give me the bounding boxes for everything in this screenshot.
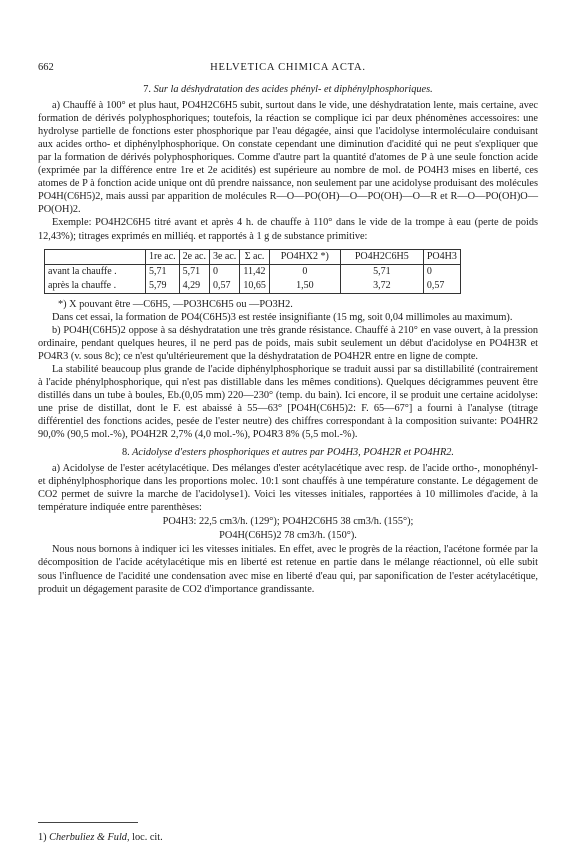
- col-header: 3e ac.: [209, 249, 239, 264]
- footnote-ref: loc. cit.: [132, 832, 163, 843]
- rate-formula: PO4H3: 22,5 cm3/h. (129°); PO4H2C6H5 38 cm3/h. (155°);: [162, 516, 414, 528]
- paragraph-7a: a) Chauffé à 100° et plus haut, PO4H2C6H5 subit, surtout dans le vide, une déshydratation lente, mais certaine, avec formation de dérivés polyphosphoriques; toutefois, la réaction se complique ici par deux phénomènes accessoires: une hydrolyse partielle de fonctions ester phosphorique par l'eau dégagée, ainsi que l'acidolyse intermoléculaire conduisant aux acides ortho- et diphénylphosphorique. On constate cependant une diminution d'acidité qui ne peut s'expliquer que par la formation de dérivés polyphosphoriques. Comme d'autre part la quantité d'atomes de P à une seule fonction acide (exprimée par la différence entre 1re et 2e acidités) est supérieure au nombre de mol. de PO4H3 mises en liberté, ces atomes de P à fonction acide unique ont dû prendre naissance, non seulement par une acidolyse produisant des molécules PO4H(C6H5)2, mais aussi par apparition de molécules R—O—PO(OH)—O—PO(OH)—O—R et R—O—PO(OH)O—PO(OH)2.: [38, 100, 538, 216]
- footnote-rule: [38, 822, 138, 823]
- table-row: avant la chauffe . 5,71 5,71 0 11,42 0 5,71 0: [45, 264, 461, 279]
- running-header: [38, 62, 538, 76]
- paragraph-7b: b) PO4H(C6H5)2 oppose à sa déshydratation une très grande résistance. Chauffé à 210° en vase ouvert, à la pression ordinaire, pendant quelques heures, il ne perd pas de poids, mais subit seulement un début d'acidolyse en PO4H3R et PO4R3 (v. sous 8c); ce n'est qu'ultérieurement que la déshydratation de PO4H2R entre en ligne de compte.: [38, 324, 538, 362]
- main-text: [38, 80, 538, 596]
- col-header: 1re ac.: [146, 249, 180, 264]
- section-7-heading: 7. Sur la déshydratation des acides phényl- et diphénylphosphoriques.: [143, 84, 433, 95]
- col-header: PO4H3: [426, 250, 457, 262]
- rate-formula: PO4H(C6H5)2 78 cm3/h. (150°).: [219, 530, 357, 542]
- paragraph-8a: a) Acidolyse de l'ester acétylacétique. Des mélanges d'ester acétylacétique avec resp. de l'acide ortho-, monophényl- et diphénylphosphorique dans les proportions molec. 10:1 sont chauffés à une température constante. Le dégagement de CO2 permet de suivre la marche de l'acidolyse1). Voici les vitesses initiales, rapportées à 10 millimoles d'acide, à la température indiquée entre parenthèses:: [38, 463, 538, 514]
- journal-title: HELVETICA CHIMICA ACTA.: [210, 62, 366, 73]
- footnote-authors: Cherbuliez & Fuld,: [49, 832, 130, 843]
- table-row: après la chauffe . 5,79 4,29 0,57 10,65 1,50 3,72 0,57: [45, 279, 461, 294]
- col-header: PO4H2C6H5: [340, 249, 423, 264]
- page-number: 662: [38, 62, 54, 73]
- footnote: [38, 832, 163, 843]
- table-footnote: *) X pouvant être —C6H5, —PO3HC6H5 ou —PO3H2.: [58, 298, 293, 310]
- paragraph-nous: Nous nous bornons à indiquer ici les vitesses initiales. En effet, avec le progrès de la réaction, l'acétone formée par la décomposition de l'acide acétylacétique mis en liberté est retenue en partie dans le mélange réactionnel, où elle subit sous l'influence de l'acidité une condensation avec mise en liberté d'eau qui, par saponification de l'ester acétylacétique, produit un dégagement parasite de CO2 d'importance grandissante.: [38, 544, 538, 595]
- col-header: 2e ac.: [179, 249, 209, 264]
- paragraph-dans: Dans cet essai, la formation de PO4(C6H5)3 est restée insignifiante (15 mg, soit 0,04 millimoles au maximum).: [52, 311, 513, 323]
- col-header: Σ ac.: [240, 249, 270, 264]
- paragraph-example: Exemple: PO4H2C6H5 titré avant et après 4 h. de chauffe à 110° dans le vide de la trompe à eau (perte de poids 12,43%); titrages exprimés en milliéq. et rapportés à 1 g de substance primitive:: [38, 217, 538, 242]
- col-header: PO4HX2 *): [269, 249, 340, 264]
- footnote-mark: 1): [38, 832, 47, 843]
- section-8-heading: 8. Acidolyse d'esters phosphoriques et autres par PO4H3, PO4H2R et PO4HR2.: [122, 447, 454, 459]
- titration-table: [44, 249, 461, 294]
- paragraph-stability: La stabilité beaucoup plus grande de l'acide diphénylphosphorique se traduit aussi par sa distillabilité (contrairement à l'acide phénylphosphorique, qui n'est pas distillable dans les mêmes conditions). Quelques décigrammes peuvent être distillés dans un tube à boules, Eb.(0,05 mm) 220—230° (temp. du bain). Ici encore, il se produit une certaine acidolyse: une prise de distillat, dont le F. est abaissé à 55—63° [PO4H(C6H5)2: F. 65—67°] a fourni à l'analyse (titrage différentiel des fonctions acides, pesée de l'ester neutre) des chiffres correspondant à la composition suivante: PO4HR2 90,0% (90,5 mol.-%), PO4H2R 2,7% (4,0 mol.-%), PO4R3 8% (5,5 mol.-%).: [38, 363, 538, 441]
